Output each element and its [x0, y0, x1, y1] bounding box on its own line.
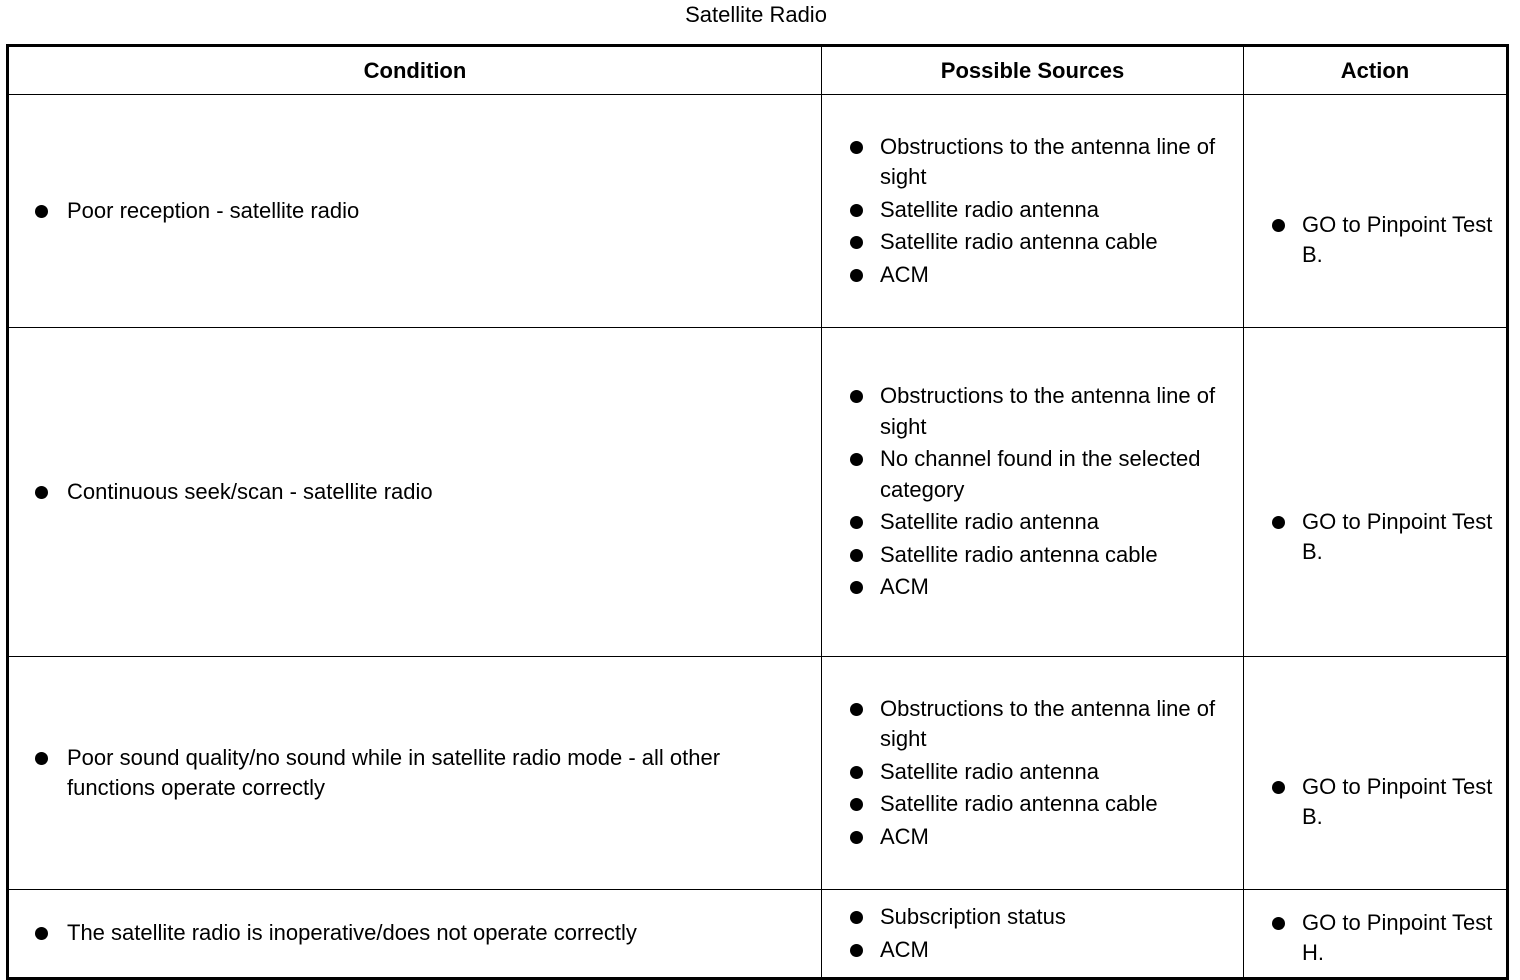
bullet-icon — [850, 390, 863, 403]
source-item: Satellite radio antenna — [822, 757, 1243, 788]
table-row — [8, 95, 1508, 328]
bullet-icon — [1272, 781, 1285, 794]
bullet-icon — [850, 911, 863, 924]
source-item: Satellite radio antenna — [822, 507, 1243, 538]
source-item: Satellite radio antenna — [822, 195, 1243, 226]
symptom-chart-table — [6, 44, 1509, 980]
bullet-icon — [850, 141, 863, 154]
bullet-icon — [850, 453, 863, 466]
bullet-icon — [35, 927, 48, 940]
source-item: ACM — [822, 260, 1243, 291]
bullet-icon — [1272, 219, 1285, 232]
condition-cell — [8, 95, 822, 328]
source-item: Obstructions to the antenna line of sight — [822, 132, 1243, 193]
bullet-icon — [850, 798, 863, 811]
bullet-icon — [850, 581, 863, 594]
source-item: Obstructions to the antenna line of sight — [822, 381, 1243, 442]
bullet-icon — [850, 766, 863, 779]
bullet-icon — [35, 752, 48, 765]
source-item: ACM — [822, 822, 1243, 853]
sources-cell — [822, 95, 1244, 328]
source-item: Subscription status — [822, 902, 1243, 933]
condition-item: The satellite radio is inoperative/does not operate correctly — [9, 918, 821, 949]
condition-item: Continuous seek/scan - satellite radio — [9, 477, 821, 508]
source-item: Satellite radio antenna cable — [822, 789, 1243, 820]
bullet-icon — [35, 486, 48, 499]
sources-cell — [822, 657, 1244, 890]
action-item: GO to Pinpoint Test B. — [1244, 507, 1506, 568]
action-item: GO to Pinpoint Test B. — [1244, 210, 1506, 271]
source-item: ACM — [822, 935, 1243, 966]
bullet-icon — [850, 204, 863, 217]
bullet-icon — [850, 703, 863, 716]
sources-cell — [822, 890, 1244, 979]
page-title: Satellite Radio — [685, 2, 827, 27]
bullet-icon — [1272, 516, 1285, 529]
action-cell — [1244, 657, 1508, 890]
bullet-icon — [850, 831, 863, 844]
bullet-icon — [850, 236, 863, 249]
action-item: GO to Pinpoint Test H. — [1244, 908, 1506, 969]
condition-item: Poor sound quality/no sound while in satellite radio mode - all other functions operate correctly — [9, 743, 821, 804]
table-row — [8, 890, 1508, 979]
condition-cell — [8, 328, 822, 657]
header-action: Action — [1244, 46, 1508, 95]
source-item: Satellite radio antenna cable — [822, 540, 1243, 571]
source-item: Satellite radio antenna cable — [822, 227, 1243, 258]
header-possible-sources: Possible Sources — [822, 46, 1244, 95]
bullet-icon — [1272, 917, 1285, 930]
bullet-icon — [35, 205, 48, 218]
bullet-icon — [850, 944, 863, 957]
action-cell — [1244, 95, 1508, 328]
source-item: ACM — [822, 572, 1243, 603]
condition-cell — [8, 657, 822, 890]
bullet-icon — [850, 516, 863, 529]
bullet-icon — [850, 269, 863, 282]
source-item: Obstructions to the antenna line of sight — [822, 694, 1243, 755]
source-item: No channel found in the selected category — [822, 444, 1243, 505]
action-item: GO to Pinpoint Test B. — [1244, 772, 1506, 833]
table-row — [8, 657, 1508, 890]
condition-cell — [8, 890, 822, 979]
action-cell — [1244, 328, 1508, 657]
bullet-icon — [850, 549, 863, 562]
header-row — [8, 46, 1508, 95]
condition-item: Poor reception - satellite radio — [9, 196, 821, 227]
table-row — [8, 328, 1508, 657]
header-condition: Condition — [8, 46, 822, 95]
sources-cell — [822, 328, 1244, 657]
action-cell — [1244, 890, 1508, 979]
